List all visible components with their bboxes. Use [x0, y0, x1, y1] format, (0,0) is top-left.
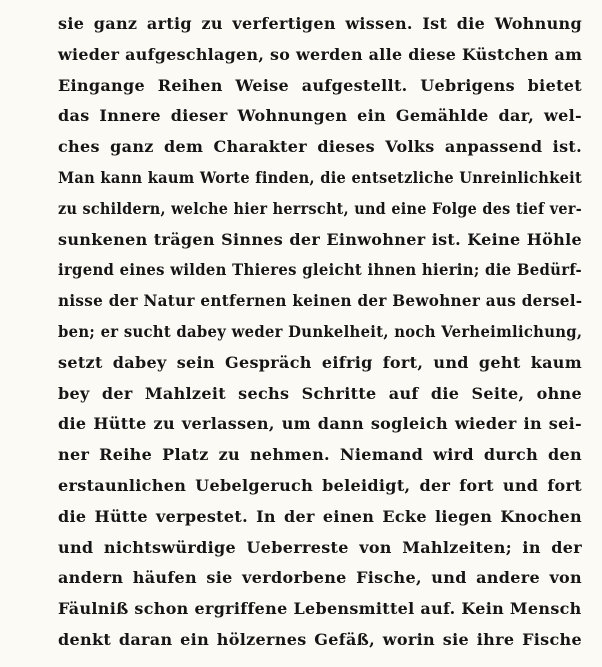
text-line: denkt daran ein hölzernes Gefäß, worin sie ihre Fische — [58, 629, 582, 649]
text-line: wieder aufgeschlagen, so werden alle diese Küstchen am — [58, 44, 583, 64]
text-line: andern häufen sie verdorbene Fische, und andere von — [58, 568, 582, 588]
text-line: und nichtswürdige Ueberreste von Mahlzeiten; in der — [58, 537, 582, 557]
text-line: Fäulniß schon ergriffene Lebensmittel auf. Kein Mensch — [58, 599, 582, 619]
text-line: die Hütte verpestet. In der einen Ecke liegen Knochen — [58, 506, 582, 526]
text-line: sie ganz artig zu verfertigen wissen. Ist die Wohnung — [58, 14, 582, 33]
text-line: das Innere dieser Wohnungen ein Gemählde dar, wel- — [58, 106, 582, 126]
text-line: Eingange Reihen Weise aufgestellt. Uebrigens bietet — [58, 75, 582, 95]
text-line: Man kann kaum Worte finden, die entsetzliche Unreinlichkeit — [58, 167, 583, 187]
text-line: setzt dabey sein Gespräch eifrig fort, und geht kaum — [58, 352, 582, 372]
text-line: irgend eines wilden Thieres gleicht ihnen hierin; die Bedürf- — [58, 260, 582, 280]
page-text-block — [58, 9, 582, 656]
text-line: zu schildern, welche hier herrscht, und eine Folge des tief ver- — [58, 198, 582, 218]
text-line: nisse der Natur entfernen keinen der Bewohner aus dersel- — [58, 291, 583, 311]
text-line: ner Reihe Platz zu nehmen. Niemand wird durch den — [58, 445, 582, 465]
text-line: ches ganz dem Charakter dieses Volks anpassend ist. — [58, 137, 582, 157]
text-line: sunkenen trägen Sinnes der Einwohner ist. Keine Höhle — [58, 229, 582, 249]
text-line: die Hütte zu verlassen, um dann sogleich wieder in sei- — [58, 414, 582, 434]
text-line: erstaunlichen Uebelgeruch beleidigt, der fort und fort — [58, 475, 582, 495]
text-line: ben; er sucht dabey weder Dunkelheit, noch Verheimlichung, — [58, 321, 583, 341]
text-line: bey der Mahlzeit sechs Schritte auf die Seite, ohne — [58, 383, 582, 403]
